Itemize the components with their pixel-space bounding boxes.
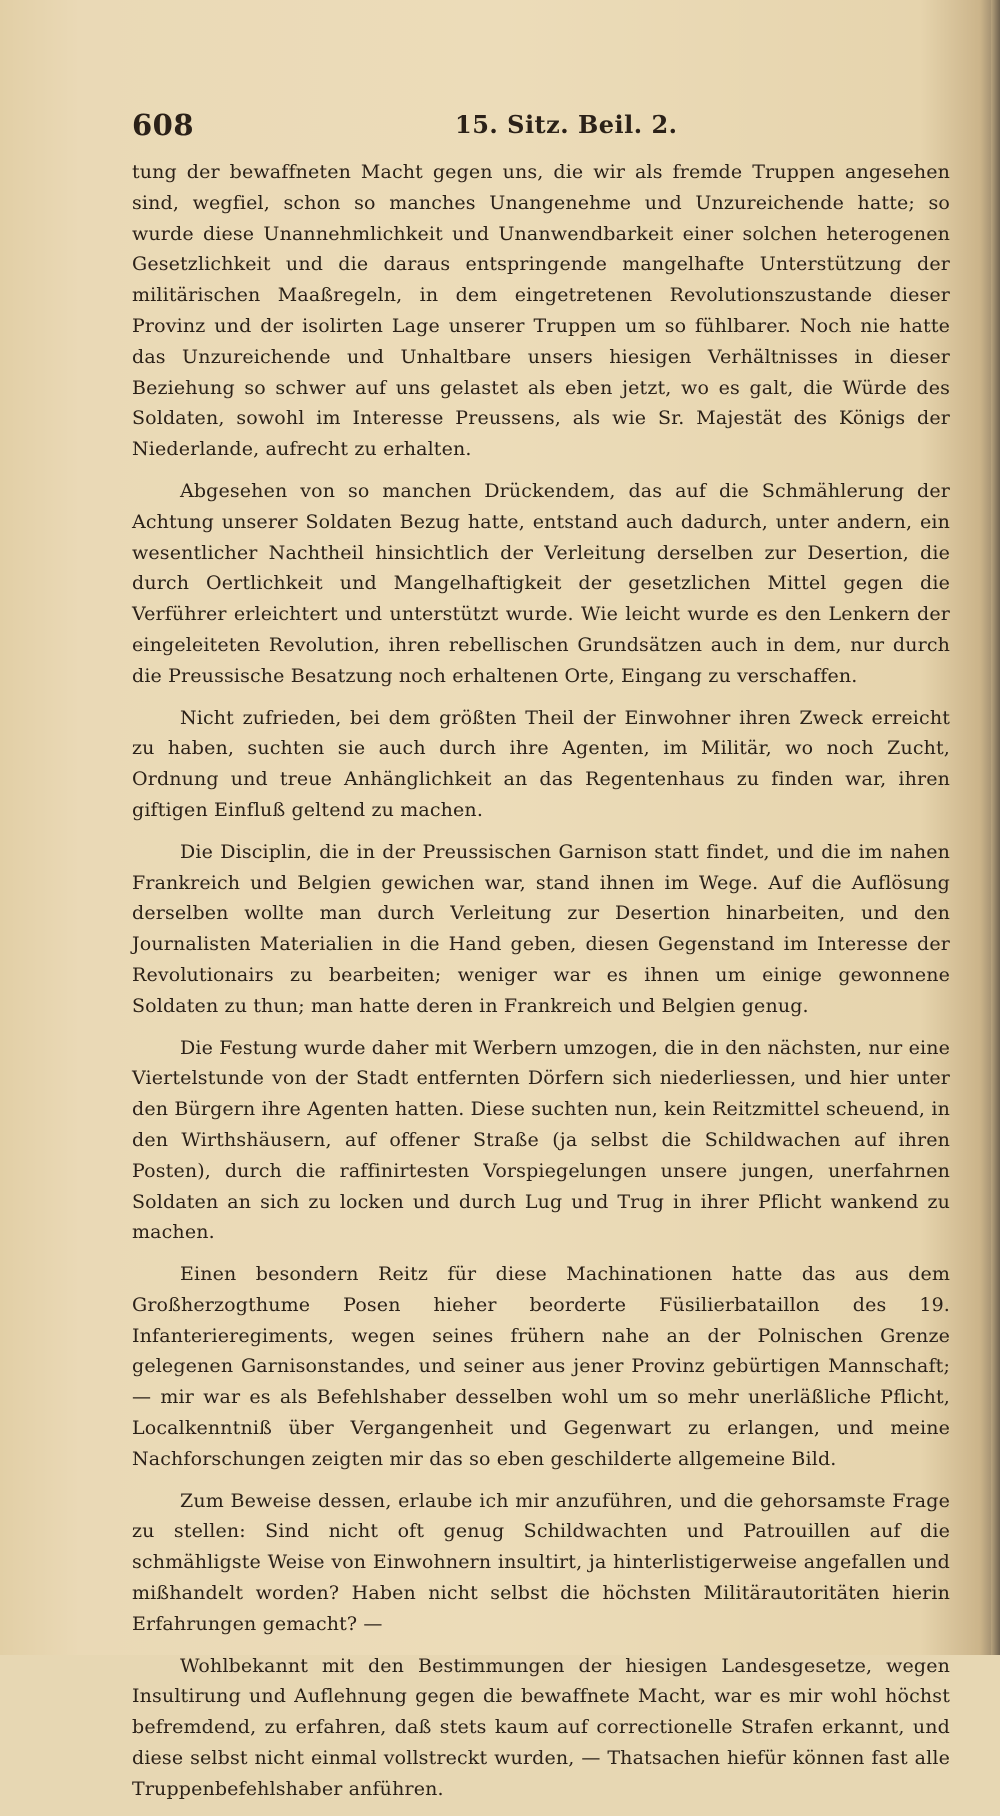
paragraph: Einen besondern Reitz für diese Machinationen hatte das aus dem Großherzogthume Posen hieher beorderte Füsilierbataillon des 19. Infanterieregiments, wegen seines frühern nahe an der Polnischen Grenze gelegenen Garnisonstandes, und seiner aus jener Provinz gebürtigen Mannschaft; — mir war es als Befehlshaber desselben wohl um so mehr unerläßliche Pflicht, Localkenntniß über Vergangenheit und Gegenwart zu erlangen, und meine Nachforschungen zeigten mir das so eben geschilderte allgemeine Bild. — [132, 1263, 950, 1470]
running-head: 15. Sitz. Beil. 2. — [455, 110, 678, 139]
paragraph: Nicht zufrieden, bei dem größten Theil der Einwohner ihren Zweck erreicht zu haben, suchten sie auch durch ihre Agenten, im Militär, wo noch Zucht, Ordnung und treue Anhänglichkeit an das Regentenhaus zu finden war, ihren giftigen Einfluß geltend zu machen. — [132, 706, 950, 821]
paragraph: Abgesehen von so manchen Drückendem, das auf die Schmählerung der Achtung unserer Soldaten Bezug hatte, entstand auch dadurch, unter andern, ein wesentlicher Nachtheil hinsichtlich der Verleitung derselben zur Desertion, die durch Oertlichkeit und Mangelhaftigkeit der gesetzlichen Mittel gegen die Verführer erleichtert und unterstützt wurde. Wie leicht wurde es den Lenkern der eingeleiteten Revolution, ihren rebellischen Grundsätzen auch in dem, nur durch die Preussische Besatzung noch erhaltenen Orte, Eingang zu verschaffen. — [132, 479, 950, 687]
body-text — [132, 157, 950, 1816]
page-header — [132, 108, 912, 148]
paragraph: Die Festung wurde daher mit Werbern umzogen, die in den nächsten, nur eine Viertelstunde von der Stadt entfernten Dörfern sich niederliessen, und hier unter den Bürgern ihre Agenten hatten. Diese suchten nun, kein Reitzmittel scheuend, in den Wirthshäusern, auf offener Straße (ja selbst die Schildwachen auf ihren Posten), durch die raffinirtesten Vorspiegelungen unsere jungen, unerfahrnen Soldaten an sich zu locken und durch Lug und Trug in ihrer Pflicht wankend zu machen. — [132, 1036, 950, 1244]
paragraph: Zum Beweise dessen, erlaube ich mir anzuführen, und die gehorsamste Frage zu stellen: Sind nicht oft genug Schildwachten und Patrouillen auf die schmähligste Weise von Einwohnern insultirt, ja hinterlistigerweise angefallen und mißhandelt worden? Haben nicht selbst die höchsten Militärautoritäten hierin Erfahrungen gemacht? — — [132, 1489, 950, 1635]
page-edge-shadow — [991, 0, 1000, 1655]
page-number: 608 — [132, 108, 195, 142]
paragraph: Die Disciplin, die in der Preussischen Garnison statt findet, und die im nahen Frankreich und Belgien gewichen war, stand ihnen im Wege. Auf die Auflösung derselben wollte man durch Verleitung zur Desertion hinarbeiten, und den Journalisten Materialien in die Hand geben, diesen Gegenstand im Interesse der Revolutionairs zu bearbeiten; weniger war es ihnen um einige gewonnene Soldaten zu thun; man hatte deren in Frankreich und Belgien genug. — [132, 840, 950, 1017]
paragraph: tung der bewaffneten Macht gegen uns, die wir als fremde Truppen angesehen sind, wegfiel, schon so manches Unangenehme und Unzureichende hatte; so wurde diese Unannehmlichkeit und Unanwendbarkeit einer solchen heterogenen Gesetzlichkeit und die daraus entspringende mangelhafte Unterstützung der militärischen Maaßregeln, in dem eingetretenen Revolutionszustande dieser Provinz und der isolirten Lage unserer Truppen um so fühlbarer. Noch nie hatte das Unzureichende und Unhaltbare unsers hiesigen Verhältnisses in dieser Beziehung so schwer auf uns gelastet als eben jetzt, wo es galt, die Würde des Soldaten, sowohl im Interesse Preussens, als wie Sr. Majestät des Königs der Niederlande, aufrecht zu erhalten. — [132, 161, 950, 461]
paragraph: Wohlbekannt mit den Bestimmungen der hiesigen Landesgesetze, wegen Insultirung und Auflehnung gegen die bewaffnete Macht, war es mir wohl höchst befremdend, zu erfahren, daß stets kaum auf correctionelle Strafen erkannt, und diese selbst nicht einmal vollstreckt wurden, — Thatsachen hiefür können fast alle Truppenbefehlshaber anführen. — [132, 1654, 950, 1800]
